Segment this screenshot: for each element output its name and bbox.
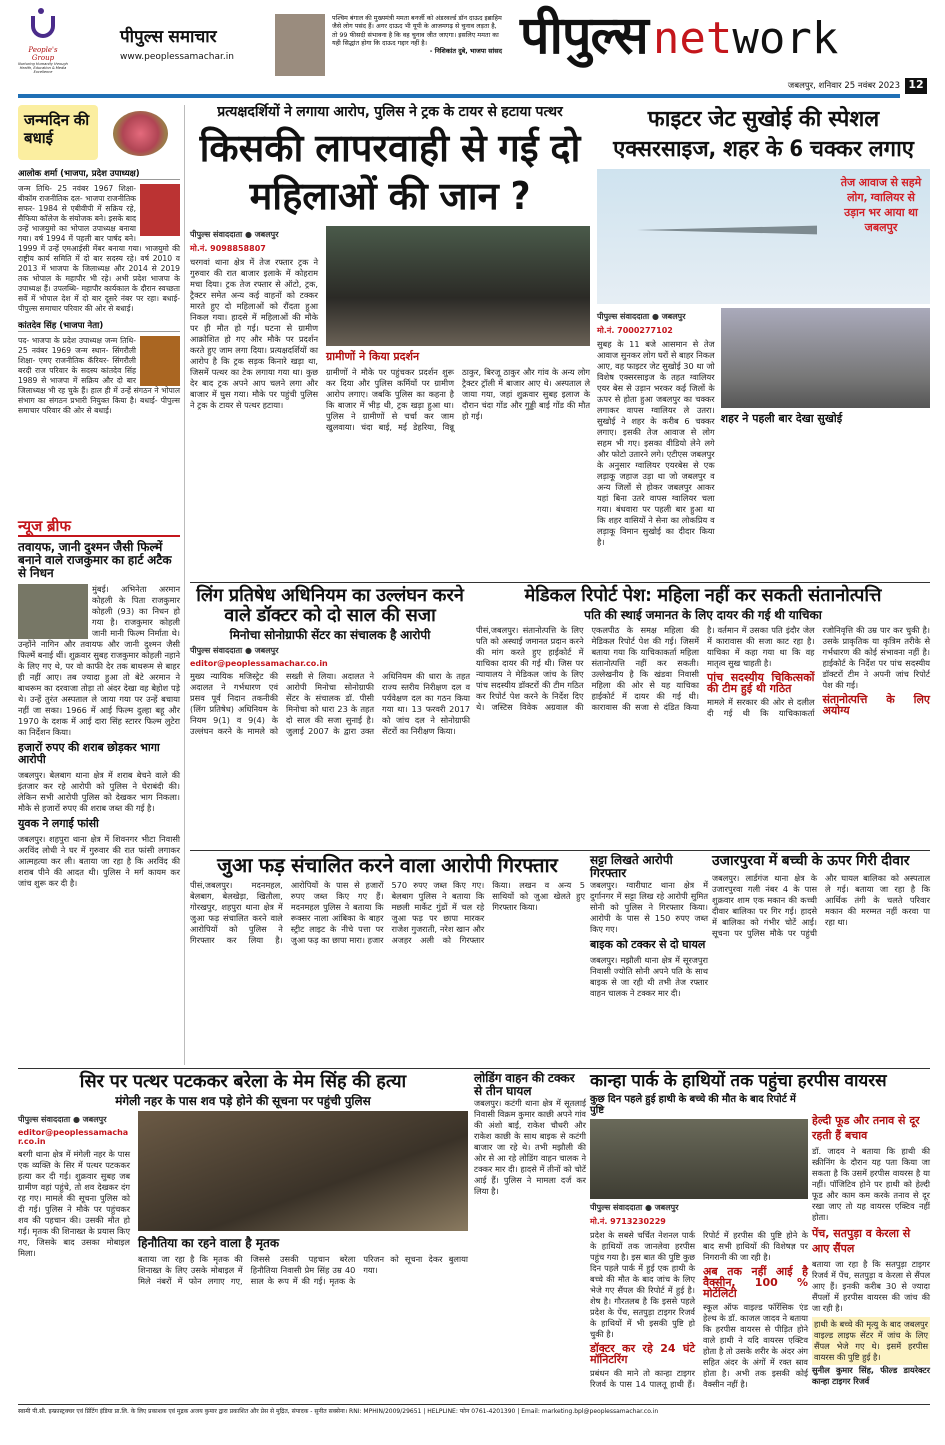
logo-icon bbox=[31, 16, 55, 38]
birthday-box: जन्मदिन की बधाई आलोक शर्मा (भाजपा, प्रदेश उपाध्यक्ष) जन्म तिथि- 25 नवंबर 1967 शिक्षा- बीकॉम राजनीतिक दल- भाजपा राजनीतिक सफर- 1984 से एबीवीपी में सक्रिय रहे, सैफिया कॉलेज के संयोजक बने। इसके बाद उन्हें भाजयुमो का भोपाल उपाध्यक्ष बनाया गया। वर्ष 1994 में पहली बार पार्षद बने। 1999 में उन्हें एमआईसी मेंबर बनाया गया। भाजयुमो की राष्ट्रीय कार्य समिति में दो बार सदस्य रहे। वर्ष 2010 व 2013 में भाजपा के जिलाध्यक्ष और 2014 से 2019 तक भोपाल के महापौर भी रहे। अभी प्रदेश भाजपा के उपाध्यक्ष हैं। उपलब्धि- महापौर कार्यकाल के दौरान स्वच्छता सर्वे में भोपाल देश में दो बार दूसरे नंबर पर रहा। बधाई- पीपुल्स समाचार परिवार की ओर से बधाई। कांतदेव सिंह (भाजपा नेता) पद- भाजपा के प्रदेश उपाध्यक्ष जन्म तिथि- 25 नवंबर 1969 जन्म स्थान- सिंगरौली शिक्षा- एमए राजनीतिक कॅरियर- सिंगरौली बरदी राज परिवार के सदस्य कांतदेव सिंह 1989 से भाजपा में सक्रिय और दो बार जिलाध्यक्ष भी रह चुके हैं। हाल ही में उन्हें संगठन ने भोपाल संभाग का संगठन प्रभारी नियुक्त किया है। बधाई- पीपुल्स समाचार परिवार की ओर से बधाई। bbox=[18, 105, 180, 515]
quote-author-photo bbox=[275, 14, 325, 76]
website-link[interactable]: www.peoplessamachar.in bbox=[120, 51, 234, 62]
sukhoi-jet-photo: तेज आवाज से सहमे लोग, ग्वालियर से उड़ान भर आया था जबलपुर bbox=[597, 169, 930, 304]
peoples-group-logo: People's Group Nurturing Humanity through Health, Education & Media Excellence bbox=[18, 12, 68, 82]
ujarpurwa-story: उजारपुरवा में बच्ची के ऊपर गिरी दीवार जबलपुर। लार्डगंज थाना क्षेत्र के उजारपुरवा गली नंबर 4 के पास शुक्रवार शाम एक मकान की कच्ची दीवार बालिका पर गिर गई। हादसे में बालिका को गंभीर चोटें आई। सूचना पर पुलिस मौके पर पहुंची और घायल बालिका को अस्पताल ले गई। बताया जा रहा है कि आर्थिक तंगी के चलते परिवार मकान की मरम्मत नहीं करवा पा रहा था। bbox=[712, 853, 930, 939]
dateline: जबलपुर, शनिवार 25 नवंबर 2023 bbox=[787, 81, 900, 91]
satta-story: सट्टा लिखते आरोपी गिरफ्तार जबलपुर। ग्वारीघाट थाना क्षेत्र में दुर्गानगर में सट्टा लिख रहे आरोपी सुमित सोनी को पुलिस ने गिरफ्तार किया। आरोपी के पास से 150 रुपए जब्त किए गए। बाइक को टक्कर से दो घायल जबलपुर। मझौली थाना क्षेत्र में सूरजपुरा निवासी ज्योति सोनी अपने पति के साथ बाइक से जा रही थी तभी तेज रफ्तार वाहन चालक ने टक्कर मार दी। bbox=[590, 853, 708, 999]
crime-scene-photo bbox=[138, 1111, 468, 1231]
medical-text: पीसं,जबलपुर। संतानोत्पत्ति के लिए पति को अस्थाई जमानत प्रदान करने की मांग करते हुए हाईकोर्ट में याचिका दायर की गई थी। जिस पर न्यायालय ने मेडिकल जांच के लिए पांच सदस्यीय डॉक्टरों की टीम गठित कर रिपोर्ट पेश करने के निर्देश दिए थे। जस्टिस विवेक अग्रवाल की एकलपीठ के समक्ष महिला की मेडिकल रिपोर्ट पेश की गई। जिसमें बताया गया कि याचिकाकर्ता महिला संतानोत्पत्ति नहीं कर सकती। उल्लेखनीय है कि खंडवा निवासी महिला की ओर से यह याचिका हाईकोर्ट में दायर की गई थी। कारावास की सजा से दंडित किया है। वर्तमान में उसका पति इंदौर जेल में कारावास की सजा काट रहा है। याचिका में कहा गया था कि वह मातृत्व सुख चाहती है। पांच सदस्यीय चिकित्सकों की टीम हुई थी गठित मामले में सरकार की ओर से दलील दी गई थी कि याचिकाकर्ता रजोनिवृत्ति की उम्र पार कर चुकी है। उसके प्राकृतिक या कृत्रिम तरीके से गर्भधारण की कोई संभावना नहीं है। हाईकोर्ट के निर्देश पर पांच सदस्यीय डॉक्टरों टीम ने अपनी जांच रिपोर्ट पेश की गई। संतानोत्पत्ति के लिए अयोग्य bbox=[476, 624, 930, 718]
top-story: प्रत्यक्षदर्शियों ने लगाया आरोप, पुलिस ने ट्रक के टायर से हटाया पत्थर किसकी लापरवाही से गई दो महिलाओं की जान ? पीपुल्स संवाददाता ● जबलपुर मो.नं. 9098858807 चरगवां थाना क्षेत्र में तेज रफ्तार ट्रक ने गुरुवार की रात बाजार इलाके में कोहराम मचा दिया। ट्रक तेज रफ्तार से ऑटो, ट्रक, ट्रैक्टर समेत अन्य कई वाहनों को टक्कर मारते हुए दो महिलाओं को रौंदता हुआ निकल गया। हादसे में महिलाओं की मौके पर ही मौत हो गई। घटना से ग्रामीण आक्रोशित हो गए और मौके पर प्रदर्शन करते हुए जाम लगा दिया। प्रत्यक्षदर्शियों का आरोप है कि ट्रक सड़क किनारे खड़ा था, जिसमें पत्थर का टेक लगाया गया था। कुछ देर बाद ट्रक अपने आप चलने लगा और बाजार में घुस गया। मौके पर पहुंची पुलिस ने ट्रक के टायर से पत्थर हटाया। ग्रामीणों ने किया प्रदर्शन ग्रामीणों ने मौके पर पहुंचकर प्रदर्शन शुरू कर दिया और पुलिस कर्मियों पर ग्रामीण आरोप लगाए। जबकि पुलिस का कहना है कि बाजार में भीड़ थी, ट्रक खड़ा हुआ था। पुलिस ने ग्रामीणों से चर्चा कर जाम खुलवाया। चंदा बाई, मई डेहरिया, विन्नू ठाकुर, बिरजू ठाकुर और गांव के अन्य लोग ट्रैक्टर ट्रॉली में बाजार आए थे। अस्पताल ले जाया गया, जहां शुक्रवार सुबह इलाज के दौरान चंदा गोंड और गुड्डी बाई गोंड की मौत हो गई। bbox=[190, 104, 590, 433]
crowd-photo bbox=[721, 308, 930, 408]
kanha-story: कान्हा पार्क के हाथियों तक पहुंचा हरपीस वायरस कुछ दिन पहले हुई हाथी के बच्चे की मौत के बाद रिपोर्ट में पुष्टि पीपुल्स संवाददाता ● जबलपुर मो.नं. 9713230229 प्रदेश के सबसे चर्चित नेशनल पार्क के हाथियों तक जानलेवा हरपीस पहुंच गया है। इस बात की पुष्टि कुछ दिन पहले पार्क में हुई एक हाथी के बच्चे की मौत के बाद जांच के लिए भेजे गए सैंपल की रिपोर्ट में हुई है। शेष है। गौरतलब है कि इससे पहले प्रदेश के पेंच, सतपुड़ा टाइगर रिजर्व के हाथियों में भी इसकी पुष्टि हो चुकी है। डॉक्टर कर रहे 24 घंटे मॉनिटरिंग प्रबंधन की माने तो कान्हा टाइगर रिजर्व के पास 14 पालतू हाथी हैं। रिपोर्ट में हरपीस की पुष्टि होने के बाद सभी हाथियों की विशेषज्ञ पर निगरानी की जा रही है। अब तक नहीं आई है वैक्सीन, 100 % मोर्टेलिटी स्कूल ऑफ वाइल्ड फॉरेंसिक एंड हेल्थ के डॉ. काजल जादव ने बताया कि हरपीस वायरस से पीड़ित होने वाले हाथी ने यदि वायरस एक्टिव होता है तो उसके शरीर के अंदर अंग सहित अंदर के अंगों में रक्त स्राव होता है। अभी तक इसकी कोई वैक्सीन नहीं है। bbox=[590, 1071, 887, 1389]
paper-logo: पीपुल्स समाचार www.peoplessamachar.in bbox=[120, 28, 270, 73]
zua-story: जुआ फड़ संचालित करने वाला आरोपी गिरफ्तार पीसं,जबलपुर। मदनमहल, बेलबाग, बेलखेड़ा, खितौला, गोरखपुर, शहपुरा थाना क्षेत्र में जुआ फड़ संचालित करने वाले आरोपियों को पुलिस ने गिरफ्तार कर लिया है। आरोपियों के पास से हजारों रुपए जब्त किए गए हैं। मदनमहल पुलिस ने बताया कि रूक्सर नाला आंबिका के बाहर स्ट्रीट लाइट के नीचे पत्ता पर जुआ फड़ का छापा मारा। हजार 570 रुपए जब्त किए गए। बेलबाग पुलिस ने बताया कि मछली मार्केट गुंडों में चल रहे जुआ फड़ पर छापा मारकर राजेश गुजराती, नरेश खान और अजहर अली को गिरफ्तार किया। लखन व अन्य 5 साथियों को जुआ खेलते हुए गिरफ्तार किया। bbox=[190, 853, 585, 945]
footer-imprint: स्वामी पी.सी. इन्फ्रास्ट्रक्चर एवं प्रिंटिंग इंडिया प्रा.लि. के लिए प्रकाशक एवं मुद्रक अजय कुमार द्वारा प्रकाशित और प्रेस से मुद्रित, संपादक - सुनीत सक्सेना। RNI: MPHIN/2009/29651 | HELPLINE: फोन 0761-4201390 | Email: marketing.bpl@peoplessamachar.co.in bbox=[18, 1408, 659, 1415]
side-box: हेल्दी फूड और तनाव से दूर रहती हैं बचाव डॉ. जादव ने बताया कि हाथी की स्क्रीनिंग के दौरान यह पता किया जा सकता है कि उसमें हरपीस वायरस है या नहीं। पॉजिटिव होने पर हाथी को हेल्दी फूड और काम कम करके तनाव से दूर रखा जाए तो यह वायरस एक्टिव नहीं होता। पेंच, सतपुड़ा व केरला से आए सैंपल बताया जा रहा है कि सतपुड़ा टाइगर रिजर्व में पेंच, सतपुड़ा व केरला से सैंपल आए हैं। इनकी करीब 30 से ज्यादा सैंपलों में हरपीस वायरस की जांच की जा रही है। हाथी के बच्चे की मृत्यु के बाद जबलपुर वाइल्ड लाइफ सेंटर में जांच के लिए सैंपल भेजे गए थे। इसमें हरपीस वायरस की पुष्टि हुई है। सुनील कुमार सिंह, फील्ड डायरेक्टर कान्हा टाइगर रिजर्व bbox=[812, 1114, 930, 1386]
elephant-photo bbox=[590, 1119, 808, 1199]
page-number: 12 bbox=[905, 78, 927, 94]
brand-title: पीपुल्स network bbox=[520, 6, 839, 66]
header-rule bbox=[18, 94, 900, 98]
murder-story-email: editor@peoplessamachar.co.in bbox=[18, 1127, 129, 1146]
flower-basket-icon bbox=[113, 111, 168, 156]
jet-icon bbox=[637, 219, 817, 241]
news-photo bbox=[18, 584, 88, 639]
news-brief: न्यूज ब्रीफ तवायफ, जानी दुश्मन जैसी फिल्में बनाने वाले राजकुमार का हार्ट अटैक से निधन मुंबई। अभिनेता अरमान कोहली के पिता राजकुमार कोहली (93) का निधन हो गया है। राजकुमार कोहली जानी मानी फिल्म निर्माता थे। उन्होंने नागिन और तवायफ और जानी दुश्मन जैसी फिल्में बनाई थीं। शुक्रवार सुबह राजकुमार कोहली नहाने के लिए गए थे, पर वो काफी देर तक बाथरूम से बाहर ही नहीं आए। तब ज्यादा हुआ तो बेटे अरमान ने बाथरूम का दरवाजा तोड़ा तो अंदर देखा वह बेहोश पड़े थे। उन्हें तुरंत अस्पताल ले जाया गया पर उन्हें बचाया नहीं जा सका। 1966 में आई फिल्म दुल्हा बहू और 1970 के दशक में आई दारा सिंह स्टारर फिल्म लुटेरा का निर्देशन किया। हजारों रुपए की शराब छोड़कर भागा आरोपी जबलपुर। बेलबाग थाना क्षेत्र में शराब बेचने वाले की इंतजार कर रहे आरोपी को पुलिस ने घेराबंदी की। लेकिन सभी आरोपी पुलिस को देखकर भाग निकला। मौके से हजारों रुपए की शराब जब्त की गई है। युवक ने लगाई फांसी जबलपुर। शहपुरा थाना क्षेत्र में शिवनगर भीटा निवासी अरविंद लोधी ने घर में गुरुवार की रात फांसी लगाकर आत्महत्या कर ली। बताया जा रहा है कि अरविंद की शराब पीने की आदत थी। पुलिस ने मर्ग कायम कर जांच शुरू कर दी है। bbox=[18, 517, 180, 889]
murder-story: सिर पर पत्थर पटककर बरेला के मेम सिंह की हत्या मंगेली नहर के पास शव पड़े होने की सूचना पर पहुंची पुलिस पीपुल्स संवाददाता ● जबलपुर editor@peoplessamachar.co.in बरगी थाना क्षेत्र में मंगेली नहर के पास एक व्यक्ति के सिर में पत्थर पटककर हत्या कर दी गई। शुक्रवार सुबह जब ग्रामीण वहां पहुंचे, तो शव देखकर दंग रह गए। मामले की सूचना पुलिस को दी गई। पुलिस ने मौके पर पहुंचकर शव की पहचान की। उसकी मौत हो गई। मृतक की शिनाख्त के प्रयास किए गए, जिसके बाद उसका मोबाइल मिला। हिनौतिया का रहने वाला है मृतक बताया जा रहा है कि मृतक की शिनाख्त के लिए उसके मोबाइल में मिले नंबरों में फोन लगाए गए, जिससे उसकी पहचान बरेला हिनौतिया निवासी प्रेम सिंह उम्र 40 साल के रूप में की गई। मृतक के परिजन को सूचना देकर बुलाया गया। bbox=[18, 1071, 468, 1286]
loading-vehicle-story: लोडिंग वाहन की टक्कर से तीन घायल जबलपुर। कटंगी थाना क्षेत्र में सूतलाई निवासी विक्रम कुमार काछी अपने गांव की अंशो बाई, राकेश चौधरी और राकेश काछी के साथ बाइक से कटंगी बाजार जा रहे थे। तभी मझौली की ओर से आ रहे लोडिंग वाहन चालक ने टक्कर मार दी। हादसे में तीनों को चोटें आई हैं। पुलिस ने मामला दर्ज कर लिया है। bbox=[474, 1071, 586, 1197]
person-photo bbox=[140, 184, 180, 236]
medical-story: मेडिकल रिपोर्ट पेश: महिला नहीं कर सकती संतानोत्पत्ति पति की स्थाई जमानत के लिए दायर की गई थी याचिका पीसं,जबलपुर। संतानोत्पत्ति के लिए पति को अस्थाई जमानत प्रदान करने की मांग करते हुए हाईकोर्ट में याचिका दायर की गई थी। जिस पर न्यायालय ने मेडिकल जांच के लिए पांच सदस्यीय डॉक्टरों की टीम गठित कर रिपोर्ट पेश करने के निर्देश दिए थे। जस्टिस विवेक अग्रवाल की एकलपीठ के समक्ष महिला की मेडिकल रिपोर्ट पेश की गई। जिसमें बताया गया कि याचिकाकर्ता महिला संतानोत्पत्ति नहीं कर सकती। उल्लेखनीय है कि खंडवा निवासी महिला की ओर से यह याचिका हाईकोर्ट में दायर की गई थी। कारावास की सजा से दंडित किया है। वर्तमान में उसका पति इंदौर जेल में कारावास की सजा काट रहा है। याचिका में कहा गया था कि वह मातृत्व सुख चाहती है। पांच सदस्यीय चिकित्सकों की टीम हुई थी गठित मामले में सरकार की ओर से दलील दी गई थी कि याचिकाकर्ता रजोनिवृत्ति की उम्र पार कर चुकी है। उसके प्राकृतिक या कृत्रिम तरीके से गर्भधारण की कोई संभावना नहीं है। हाईकोर्ट के निर्देश पर पांच सदस्यीय डॉक्टरों टीम ने अपनी जांच रिपोर्ट पेश की गई। संतानोत्पत्ति के लिए अयोग्य bbox=[476, 586, 930, 848]
accident-scene-photo bbox=[326, 226, 590, 346]
person-photo bbox=[140, 336, 180, 386]
jet-story: फाइटर जेट सुखोई की स्पेशल एक्सरसाइज, शहर के 6 चक्कर लगाए तेज आवाज से सहमे लोग, ग्वालियर से उड़ान भर आया था जबलपुर पीपुल्स संवाददाता ● जबलपुर मो.नं. 7000277102 सुबह के 11 बजे आसमान से तेज आवाज सुनकर लोग घरों से बाहर निकल आए, वह फाइटर जेट सुखोई 30 था जो विशेष एक्सरसाइज के तहत ग्वालियर एयर बेस से उड़ान भरकर कई जिलों के ऊपर से होता हुआ जबलपुर का चक्कर लगाकर वापस ग्वालियर ले उतरा। सुखोई ने शहर के करीब 6 चक्कर लगाए। इसकी तेज आवाज से लोग सहम भी गए। इसका वीडियो लेने लगे और फोटो उतारने लगे। एटीएस जबलपुर के अनुसार ग्वालियर एयरबेस से एक लड़ाकू जहाज उड़ा था जो जबलपुर व अन्य जिलों से होकर जबलपुर आकर यहां बिना उतरे वापस ग्वालियर चला गया। बंधवारा पर पहली बार हुआ था कि शहर वासियों ने सेना का लोकप्रिय व लड़ाकू विमान सुखोई का दीदार किया है। शहर ने पहली बार देखा सुखोई bbox=[597, 105, 930, 580]
linga-story: लिंग प्रतिषेध अधिनियम का उल्लंघन करने वाले डॉक्टर को दो साल की सजा मिनोचा सोनोग्राफी सेंटर का संचालक है आरोपी पीपुल्स संवाददाता ● जबलपुर editor@peoplessamachar.co.in मुख्य न्यायिक मजिस्ट्रेट की अदालत ने गर्भधारण एवं प्रसव पूर्व निदान तकनीकी (लिंग प्रतिषेध) अधिनियम के नियम 9(1) व 9(4) के उल्लंघन करने के मामले को सख्ती से लिया। अदालत ने आरोपी मिनोचा सोनोग्राफी सेंटर के संचालक डॉ. पीसी मिनोचा को धारा 23 के तहत दो साल की सजा सुनाई है। जुलाई 2007 के द्वारा उक्त अधिनियम की धारा के तहत राज्य स्तरीय निरीक्षण दल व पर्यवेक्षण दल का गठन किया गया था। 13 फरवरी 2017 को जांच दल ने सोनोग्राफी सेंटरों का निरीक्षण किया। bbox=[190, 585, 470, 736]
quote-box: पश्चिम बंगाल की मुख्यमंत्री ममता बनर्जी को अंडरवर्ल्ड डॉन दाऊद इब्राहिम जैसे लोग पसंद हैं। अगर दाऊद भी यूपी के आजमगढ़ से चुनाव लड़ता है, तो 99 फीसदी संभावना है कि वह चुनाव जीत जाएगा। इसलिए ममता का यही सिद्धांत होगा कि दाऊद गद्दार नहीं है। - निशिकांत दुबे, भाजपा सांसद bbox=[332, 14, 502, 56]
